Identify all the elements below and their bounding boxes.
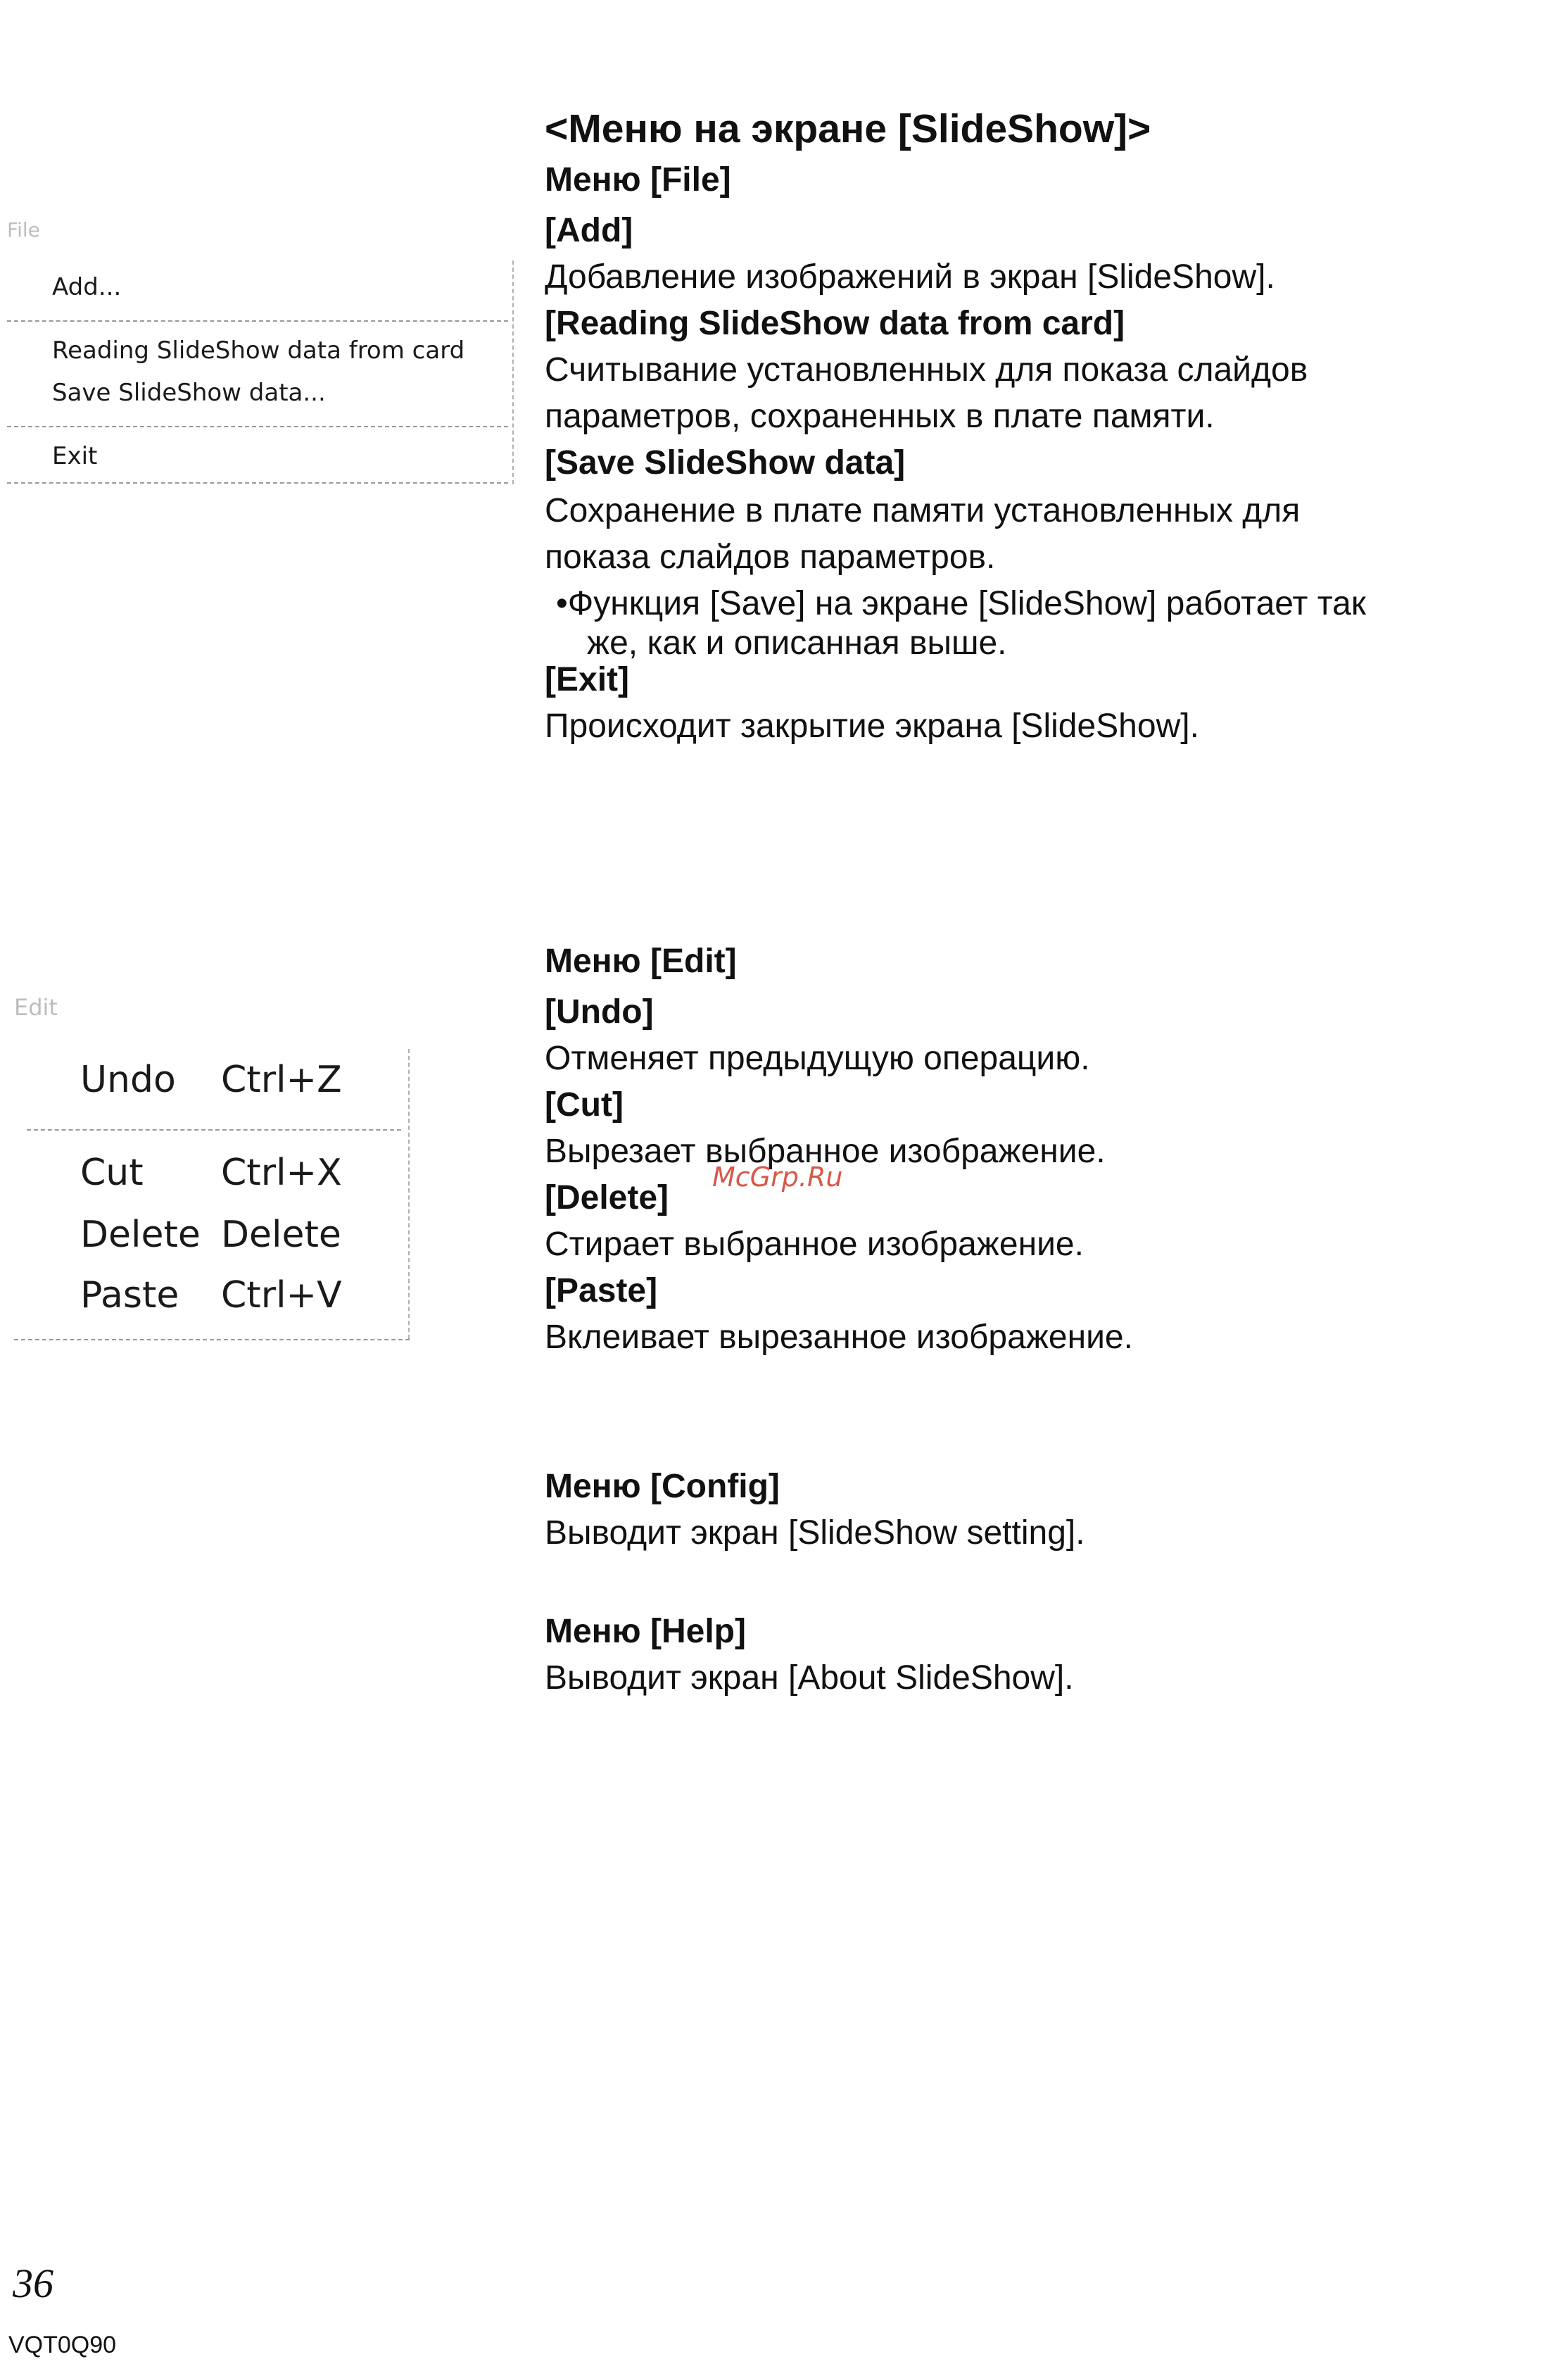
menu-separator	[7, 320, 508, 322]
edit-menu-title: Edit	[14, 994, 58, 1021]
reading-heading: [Reading SlideShow data from card]	[545, 305, 1125, 342]
edit-menu-heading: Меню [Edit]	[545, 943, 737, 980]
delete-description: Стирает выбранное изображение.	[545, 1226, 1084, 1263]
menu-bottom-border	[7, 482, 508, 484]
help-description: Выводит экран [About SlideShow].	[545, 1659, 1074, 1697]
menu-separator	[27, 1129, 401, 1131]
save-heading: [Save SlideShow data]	[545, 444, 906, 482]
menu-item-exit[interactable]: Exit	[52, 442, 98, 470]
menu-separator	[7, 426, 508, 427]
page-number: 36	[13, 2260, 53, 2306]
exit-description: Происходит закрытие экрана [SlideShow].	[545, 707, 1199, 745]
save-note-line-2: же, как и описанная выше.	[587, 624, 1007, 662]
watermark: McGrp.Ru	[712, 1162, 843, 1193]
file-menu-heading: Меню [File]	[545, 161, 731, 199]
config-description: Выводит экран [SlideShow setting].	[545, 1514, 1085, 1552]
menu-right-border	[408, 1049, 410, 1339]
add-heading: [Add]	[545, 212, 633, 249]
menu-item-add[interactable]: Add...	[52, 273, 122, 301]
cut-heading: [Cut]	[545, 1086, 624, 1124]
undo-heading: [Undo]	[545, 993, 654, 1031]
page-title: <Меню на экране [SlideShow]>	[545, 106, 1151, 151]
menu-shortcut-undo: Ctrl+Z	[221, 1059, 342, 1101]
delete-heading: [Delete]	[545, 1179, 669, 1216]
file-menu-title: File	[7, 218, 40, 241]
save-description-line-2: показа слайдов параметров.	[545, 539, 996, 576]
menu-right-border	[512, 260, 514, 484]
add-description: Добавление изображений в экран [SlideShow].	[545, 258, 1275, 296]
menu-bottom-border	[14, 1339, 410, 1340]
menu-item-undo[interactable]: Undo	[80, 1059, 176, 1101]
menu-item-reading-slideshow-data[interactable]: Reading SlideShow data from card	[52, 337, 465, 365]
paste-description: Вклеивает вырезанное изображение.	[545, 1319, 1133, 1356]
help-menu-heading: Меню [Help]	[545, 1613, 746, 1650]
undo-description: Отменяет предыдущую операцию.	[545, 1040, 1090, 1077]
document-code: VQT0Q90	[8, 2332, 117, 2358]
reading-description-line-2: параметров, сохраненных в плате памяти.	[545, 398, 1215, 435]
menu-item-delete[interactable]: Delete	[80, 1214, 201, 1256]
menu-item-paste[interactable]: Paste	[80, 1274, 179, 1316]
paste-heading: [Paste]	[545, 1272, 658, 1309]
menu-item-cut[interactable]: Cut	[80, 1152, 144, 1194]
menu-shortcut-paste: Ctrl+V	[221, 1274, 342, 1316]
menu-shortcut-delete: Delete	[221, 1214, 341, 1256]
exit-heading: [Exit]	[545, 661, 629, 698]
menu-shortcut-cut: Ctrl+X	[221, 1152, 342, 1194]
save-note-line-1: •Функция [Save] на экране [SlideShow] работает так	[556, 585, 1366, 622]
cut-description: Вырезает выбранное изображение.	[545, 1133, 1106, 1170]
reading-description-line-1: Считывание установленных для показа слайдов	[545, 351, 1308, 389]
save-description-line-1: Сохранение в плате памяти установленных для	[545, 492, 1301, 529]
config-menu-heading: Меню [Config]	[545, 1468, 780, 1505]
menu-item-save-slideshow-data[interactable]: Save SlideShow data...	[52, 379, 326, 407]
